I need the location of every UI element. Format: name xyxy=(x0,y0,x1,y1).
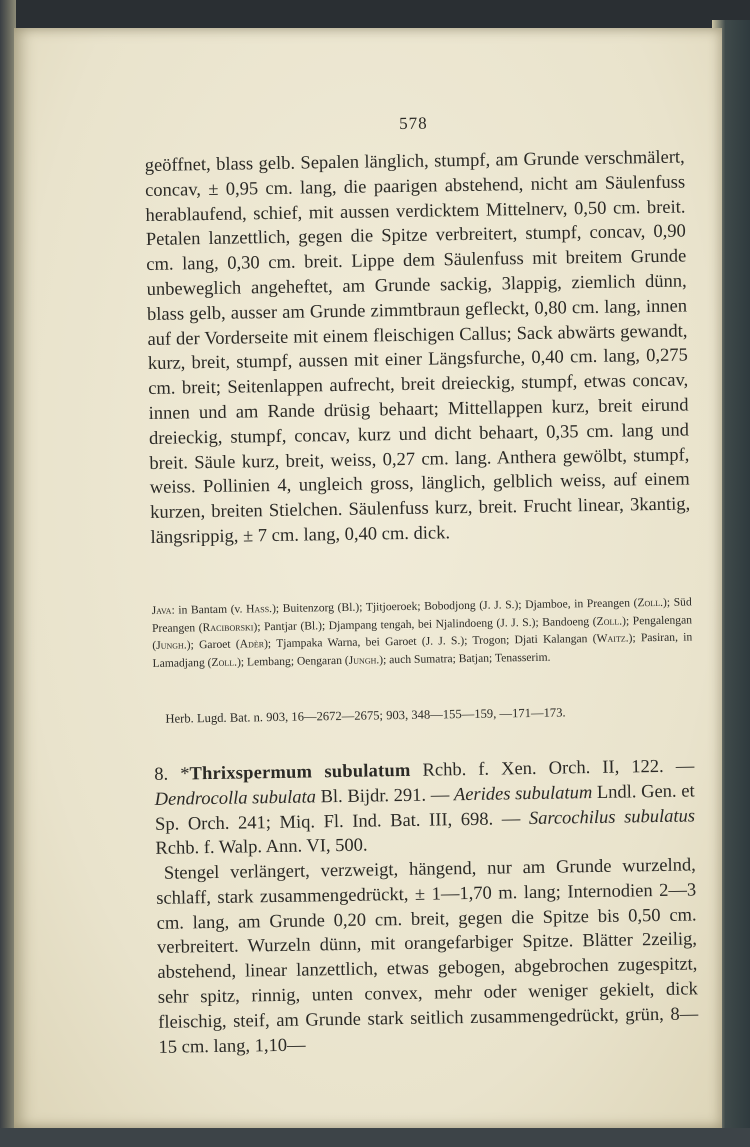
distribution-paragraph: Java: in Bantam (v. Hass.); Buitenzorg (Bl.); Tjitjoeroek; Bobodjong (J. J. S.); Djamboe, in Preangen (Zoll.); Süd Preangen (Raciborski); Pantjar (Bl.); Djampang tengah, bei Njalindoeng (J. J. S.); Bandoeng (Zoll.); Pengalengan (Jungh.); Garoet (Adèr); Tjampaka Warna, bei Garoet (J. J. S.); Trogon; Djati Kalangan (Waitz.); Pasiran, in Lamadjang (Zoll.); Lembang; Oengaran (Jungh.); auch Sumatra; Batjan; Tenasserim. xyxy=(151,595,693,670)
synonym: Aerides subulatum xyxy=(453,782,593,806)
species-heading: 8. *Thrixspermum subulatum Rchb. f. Xen. Orch. II, 122. — Dendrocolla subulata Bl. Bijdr. 291. — Aerides subulatum Lndl. Gen. et Sp. Orch. 241; Miq. Fl. Ind. Bat. III, 698. — Sarcochilus subulatus Rchb. f. Walp. Ann. VI, 500. xyxy=(154,756,696,860)
species-name: Thrixspermum subulatum xyxy=(189,760,411,785)
page-number: 578 xyxy=(398,113,428,133)
herbarium-reference: Herb. Lugd. Bat. n. 903, 16—2672—2675; 903, 348—155—159, —171—173. xyxy=(165,705,566,726)
synonym: Sarcochilus subulatus xyxy=(528,806,696,829)
stem-description-paragraph: Stengel verlängert, verzweigt, hängend, nur am Grunde wurzelnd, schlaff, stark zusammengedrückt, ± 1—1,70 m. lang; Internodien 2—3 cm. lang, am Grunde 0,20 cm. breit, gegen die Spitze bis 0,50 cm. verbreitert. Wurzeln dünn, mit orangefarbiger Spitze. Blätter 2zeilig, abstehend, linear lanzettlich, etwas gebogen, abgebrochen zugespitzt, sehr spitz, rinnig, unten convex, mehr oder weniger gekielt, dick fleischig, steif, am Grunde stark seitlich zusammengedrückt, grün, 8—15 cm. lang, 1,10— xyxy=(156,855,699,1058)
synonym: Dendrocolla subulata xyxy=(154,787,317,810)
scan-bottom-border xyxy=(0,1128,750,1147)
region-java: Java xyxy=(151,603,172,617)
book-page xyxy=(14,28,722,1128)
description-paragraph: geöffnet, blass gelb. Sepalen länglich, stumpf, am Grunde verschmälert, concav, ± 0,95 cm. lang, die paarigen abstehend, nicht am Säulenfuss herablaufend, schief, mit aussen verdicktem Mittelnerv, 0,50 cm. breit. Petalen lanzettlich, gegen die Spitze verbreitert, stumpf, concav, 0,90 cm. lang, 0,30 cm. breit. Lippe dem Säulenfuss mit breitem Grunde unbeweglich angeheftet, am Grunde sackig, 3lappig, ziemlich dünn, blass gelb, ausser am Grunde zimmtbraun gefleckt, 0,80 cm. lang, innen auf der Vorderseite mit einem fleischigen Callus; Sack abwärts gewandt, kurz, breit, stumpf, aussen mit einer Längsfurche, 0,40 cm. lang, 0,275 cm. breit; Seitenlappen aufrecht, breit dreieckig, stumpf, etwas concav, innen und am Rande drüsig behaart; Mittellappen kurz, breit eirund dreieckig, stumpf, concav, kurz und dicht behaart, 0,35 cm. lang und breit. Säule kurz, breit, weiss, 0,27 cm. lang. Anthera gewölbt, stumpf, weiss. Pollinien 4, ungleich gross, länglich, gelblich weiss, auf einem kurzen, breiten Stielchen. Säulenfuss kurz, breit. Frucht linear, 3kantig, längsrippig, ± 7 cm. lang, 0,40 cm. dick. xyxy=(144,147,691,548)
page-content xyxy=(144,110,699,1058)
